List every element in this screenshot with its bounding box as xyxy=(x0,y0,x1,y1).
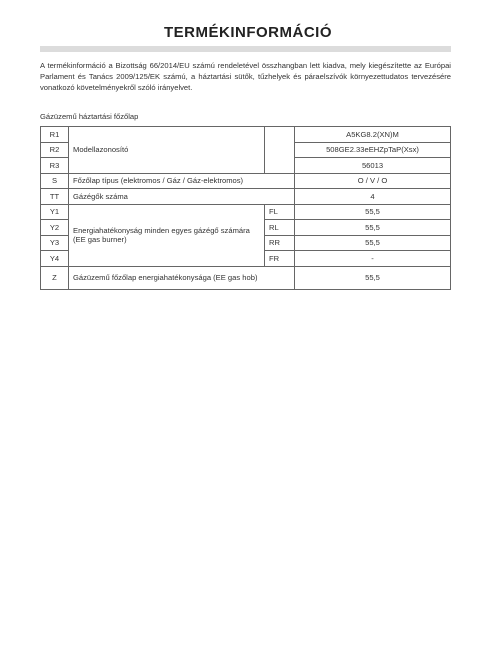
product-info-table xyxy=(40,126,451,290)
row-value: 55,5 xyxy=(295,235,451,251)
row-code: R1 xyxy=(41,127,69,143)
intro-paragraph: A termékinformáció a Bizottság 66/2014/EU számú rendeletével összhangban lett kiadva, mely kiegészítette az Európai Parlament és Tanács 2009/125/EK számú, a háztartási sütők, tűzhelyek és páraelszívók környezettudatos tervezésére vonatkozó követelményekről szóló irányelvet. xyxy=(40,61,451,92)
table-row xyxy=(41,173,451,189)
row-code: R2 xyxy=(41,142,69,158)
title-divider xyxy=(40,46,451,52)
row-value: 55,5 xyxy=(295,204,451,220)
table-row xyxy=(41,204,451,220)
row-code: S xyxy=(41,173,69,189)
row-sub: FR xyxy=(265,251,295,267)
row-code: Y1 xyxy=(41,204,69,220)
row-code: Y4 xyxy=(41,251,69,267)
row-sub: FL xyxy=(265,204,295,220)
row-code: TT xyxy=(41,189,69,205)
table-row xyxy=(41,266,451,289)
row-label: Gázüzemű főzőlap energiahatékonysága (EE gas hob) xyxy=(69,266,295,289)
row-value: 56013 xyxy=(295,158,451,174)
row-label: Modellazonosító xyxy=(69,127,265,174)
row-sub-empty xyxy=(265,127,295,174)
row-sub: RR xyxy=(265,235,295,251)
row-value: O / V / O xyxy=(295,173,451,189)
row-code: Z xyxy=(41,266,69,289)
row-value: 55,5 xyxy=(295,266,451,289)
row-code: Y3 xyxy=(41,235,69,251)
row-value: A5KG8.2(XN)M xyxy=(295,127,451,143)
row-value: 4 xyxy=(295,189,451,205)
table-caption: Gázüzemű háztartási főzőlap xyxy=(40,112,139,121)
row-value: 55,5 xyxy=(295,220,451,236)
row-code: R3 xyxy=(41,158,69,174)
row-label: Főzőlap típus (elektromos / Gáz / Gáz-elektromos) xyxy=(69,173,295,189)
table-row xyxy=(41,127,451,143)
row-code: Y2 xyxy=(41,220,69,236)
row-sub: RL xyxy=(265,220,295,236)
page-title: TERMÉKINFORMÁCIÓ xyxy=(164,24,332,41)
row-value: - xyxy=(295,251,451,267)
row-label: Gázégők száma xyxy=(69,189,295,205)
row-label: Energiahatékonyság minden egyes gázégő számára (EE gas burner) xyxy=(69,204,265,266)
row-value: 508GE2.33eEHZpTaP(Xsx) xyxy=(295,142,451,158)
table-row xyxy=(41,189,451,205)
